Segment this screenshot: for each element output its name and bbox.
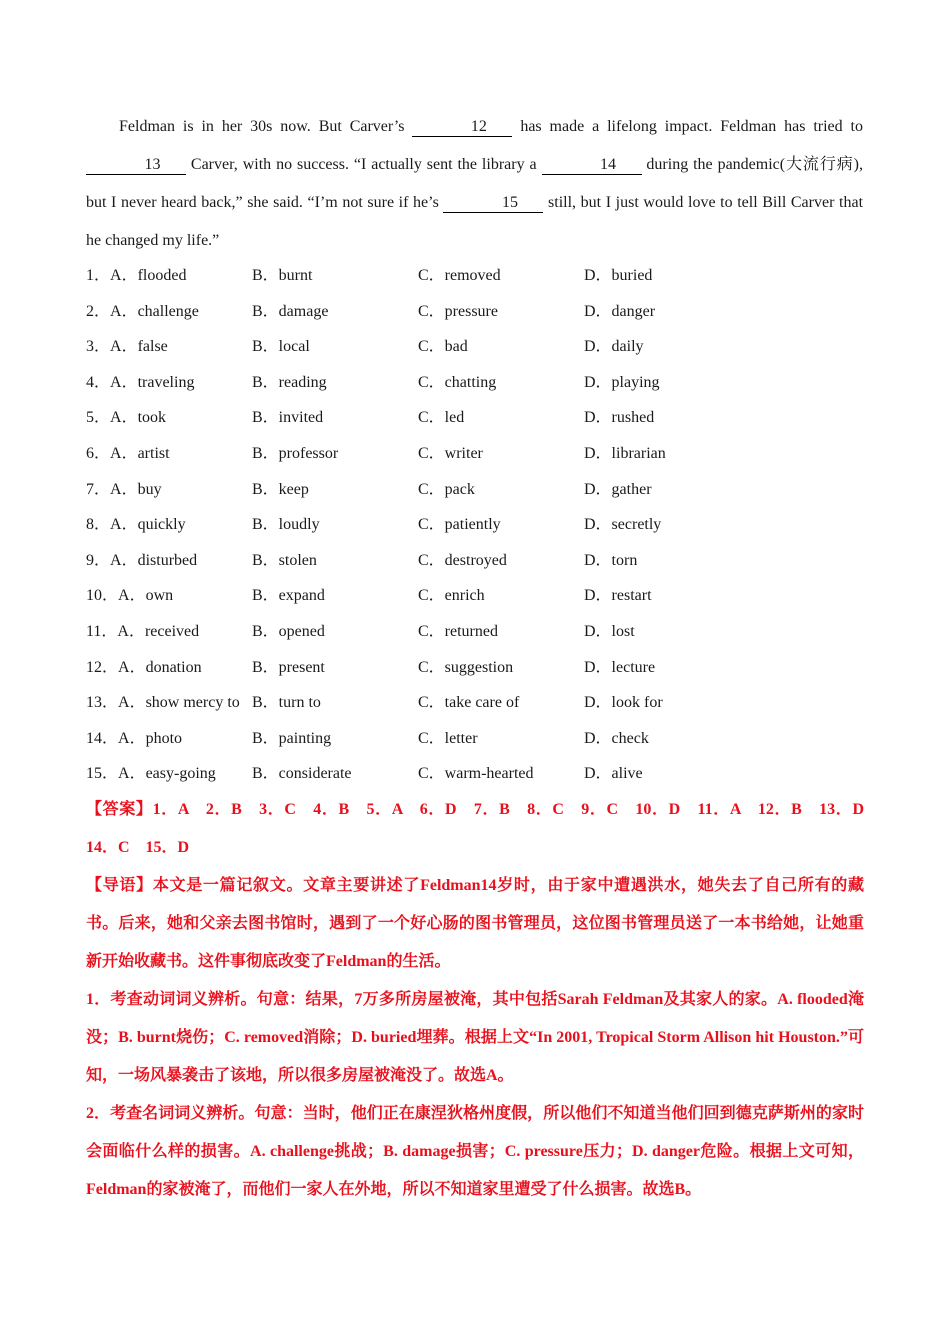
option-row	[86, 365, 886, 401]
question-number: 10．	[86, 587, 119, 605]
option-b: B．reading	[252, 373, 327, 391]
option-a: A．photo	[118, 729, 183, 747]
option-c: C．pack	[418, 480, 475, 498]
option-row	[86, 614, 886, 650]
option-c: C．warm-hearted	[418, 765, 534, 783]
option-c: C．enrich	[418, 587, 485, 605]
option-b: B．considerate	[252, 765, 352, 783]
option-b: B．damage	[252, 302, 329, 320]
question-number: 12．	[86, 658, 119, 676]
option-row	[86, 329, 886, 365]
option-b: B．painting	[252, 729, 332, 747]
option-row	[86, 294, 886, 330]
option-b: B．turn to	[252, 694, 321, 712]
option-row	[86, 436, 886, 472]
question-number: 11．	[86, 622, 118, 640]
option-c: C．writer	[418, 444, 483, 462]
option-a: A．disturbed	[110, 551, 198, 569]
blank-15: 15	[443, 194, 543, 213]
question-number: 7．	[86, 480, 111, 498]
option-d: D．lost	[584, 622, 635, 640]
question-number: 5．	[86, 409, 111, 427]
option-d: D．check	[584, 729, 649, 747]
explanation-1: 1．考查动词词义辨析。句意：结果，7万多所房屋被淹，其中包括Sarah Feldman及其家人的家。A. flooded淹没；B. burnt烧伤；C. removed消除；D. buried埋葬。根据上文“In 2001, Tropical Storm Allison hit Houston.”可知，一场风暴袭击了该地，所以很多房屋被淹没了。故选A。	[86, 991, 864, 1084]
passage-text: has made a lifelong impact. Feldman has tried to	[512, 118, 864, 135]
option-c: C．suggestion	[418, 658, 514, 676]
option-a-cell	[86, 365, 194, 401]
option-a-cell	[86, 329, 168, 365]
option-a-cell	[86, 507, 186, 543]
option-b: B．professor	[252, 444, 339, 462]
option-d: D．librarian	[584, 444, 666, 462]
option-c: C．letter	[418, 729, 478, 747]
option-c: C．chatting	[418, 373, 497, 391]
option-row	[86, 258, 886, 294]
option-b: B．burnt	[252, 267, 313, 284]
answer-section	[86, 791, 881, 1209]
option-a-cell	[86, 258, 186, 294]
option-d: D．lecture	[584, 658, 656, 676]
question-number: 9．	[86, 551, 111, 569]
option-row	[86, 721, 886, 757]
option-d: D．daily	[584, 338, 644, 356]
passage-text: still, but I just would love to tell Bill Carver that he changed my life.”	[86, 194, 864, 249]
question-number: 15．	[86, 765, 119, 783]
option-a-cell	[86, 685, 240, 721]
option-row	[86, 507, 886, 543]
option-a-cell	[86, 436, 170, 472]
option-a: A．donation	[118, 658, 202, 676]
blank-14: 14	[542, 156, 642, 175]
option-a-cell	[86, 650, 202, 686]
option-b: B．loudly	[252, 516, 320, 534]
option-row	[86, 543, 886, 579]
option-b: B．keep	[252, 480, 309, 498]
option-a: A．buy	[110, 480, 162, 498]
option-d: D．danger	[584, 302, 656, 320]
blank-12: 12	[412, 118, 512, 137]
question-number: 8．	[86, 516, 111, 534]
question-number: 4．	[86, 373, 111, 391]
option-a: A．took	[110, 409, 167, 427]
option-row	[86, 756, 886, 792]
option-d: D．rushed	[584, 409, 655, 427]
option-d: D．restart	[584, 587, 652, 605]
option-d: D．alive	[584, 765, 643, 783]
option-c: C．pressure	[418, 302, 498, 320]
option-a-cell	[86, 756, 216, 792]
question-number: 14．	[86, 729, 119, 747]
option-a-cell	[86, 721, 182, 757]
options-list	[86, 258, 886, 792]
option-row	[86, 400, 886, 436]
question-number: 1．	[86, 267, 111, 284]
passage-text: Feldman is in her 30s now. But Carver’s	[119, 118, 413, 135]
question-number: 13．	[86, 694, 119, 712]
option-a: A．false	[110, 338, 168, 356]
guide-text: 【导语】本文是一篇记叙文。文章主要讲述了Feldman14岁时，由于家中遭遇洪水，她失去了自己所有的藏书。后来，她和父亲去图书馆时，遇到了一个好心肠的图书管理员，这位图书管理员送了一本书给她，让她重新开始收藏书。这件事彻底改变了Feldman的生活。	[86, 877, 864, 970]
option-a: A．own	[118, 587, 174, 605]
answer-key: 【答案】1．A 2．B 3．C 4．B 5．A 6．D 7．B 8．C 9．C 10．D 11．A 12．B 13．D 14．C 15．D	[86, 801, 881, 856]
option-a-cell	[86, 543, 197, 579]
option-c: C．take care of	[418, 694, 520, 712]
option-c: C．led	[418, 409, 465, 427]
option-d: D．secretly	[584, 516, 662, 534]
passage-text: Carver, with no success. “I actually sent the library a	[186, 156, 542, 173]
option-row	[86, 650, 886, 686]
option-b: B．invited	[252, 409, 324, 427]
option-d: D．look for	[584, 694, 663, 712]
option-a-cell	[86, 614, 199, 650]
option-b: B．present	[252, 658, 325, 676]
option-a: A．artist	[110, 444, 170, 462]
option-a: A．easy-going	[118, 765, 216, 783]
passage	[86, 108, 863, 260]
option-b: B．stolen	[252, 551, 317, 569]
option-row	[86, 578, 886, 614]
blank-13: 13	[86, 156, 186, 175]
option-c: C．destroyed	[418, 551, 507, 569]
option-a: A．received	[117, 622, 200, 640]
option-a: A．quickly	[110, 516, 186, 534]
explanation-2: 2．考查名词词义辨析。句意：当时，他们正在康涅狄格州度假，所以他们不知道当他们回到德克萨斯州的家时会面临什么样的损害。A. challenge挑战；B. damage损害；C. pressure压力；D. danger危险。根据上文可知，Feldman的家被淹了，而他们一家人在外地，所以不知道家里遭受了什么损害。故选B。	[86, 1105, 864, 1198]
passage-paragraph	[86, 108, 863, 260]
option-a: A．show mercy to	[118, 694, 240, 712]
option-c: C．patiently	[418, 516, 501, 534]
option-a: A．challenge	[110, 302, 199, 320]
option-d: D．playing	[584, 373, 660, 391]
question-number: 3．	[86, 338, 111, 356]
option-c: C．removed	[418, 267, 501, 284]
option-c: C．bad	[418, 338, 468, 356]
option-b: B．opened	[252, 622, 325, 640]
question-number: 6．	[86, 444, 111, 462]
option-a-cell	[86, 472, 162, 508]
option-a-cell	[86, 294, 199, 330]
option-a-cell	[86, 400, 166, 436]
option-d: D．torn	[584, 551, 638, 569]
option-a: A．traveling	[110, 373, 195, 391]
option-b: B．expand	[252, 587, 325, 605]
option-row	[86, 472, 886, 508]
option-c: C．returned	[418, 622, 498, 640]
option-b: B．local	[252, 338, 310, 356]
option-d: D．gather	[584, 480, 652, 498]
option-a: A．flooded	[110, 267, 187, 284]
option-row	[86, 685, 886, 721]
option-d: D．buried	[584, 267, 653, 284]
option-a-cell	[86, 578, 173, 614]
passage-text: during the pandemic(大流行病), but I never heard back,” she said. “I’m not sure if he’s	[86, 156, 863, 211]
question-number: 2．	[86, 302, 111, 320]
